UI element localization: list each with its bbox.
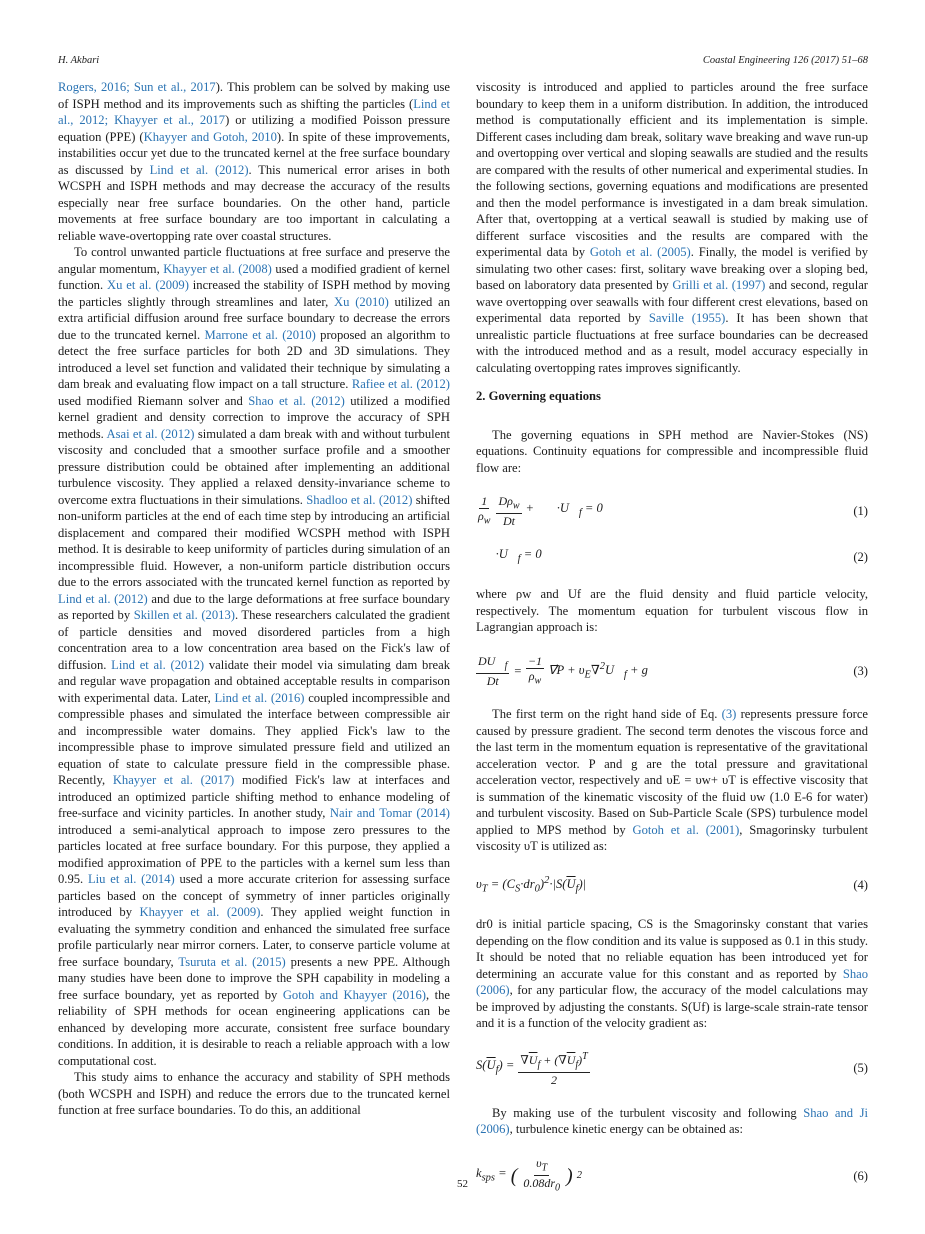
citation-link[interactable]: Liu et al. (2014) [87, 872, 175, 886]
citation-link[interactable]: Gotoh et al. (2001) [632, 822, 740, 837]
citation-link[interactable]: Khayyer and Gotoh, 2010 [143, 129, 277, 144]
paragraph [476, 79, 868, 376]
text-run: . These researchers calculated the gradient of particle densities and moved disordered particles from a high concentration area to a low concentration area based on the Fick's law of diffusion. [58, 608, 450, 672]
equation-number: (5) [853, 1060, 868, 1075]
paragraph [476, 706, 868, 855]
text-run: and second, regular wave overtopping over seawalls with four different crest elevations, based on experimental data reported by [476, 278, 868, 325]
citation-link[interactable]: Nair and Tomar (2014) [329, 806, 451, 820]
citation-link[interactable]: Rafiee et al. (2012) [351, 377, 450, 391]
equation-number: (2) [853, 550, 868, 565]
equation-number: (4) [853, 878, 868, 893]
text-run: To control unwanted particle fluctuations at free surface and preserve the angular momentum, [58, 245, 450, 276]
text-run: increased the stability of ISPH method by moving the particles slightly through streamlines and later, [58, 278, 450, 309]
paragraph [476, 427, 868, 477]
equation-6: $k_{sps}$ = ( $\frac{\upsilon_T}{0.08dr_0}$ ) 2 (6) [476, 1155, 868, 1194]
citation-link[interactable]: Xu et al. (2009) [107, 278, 189, 292]
text-run: This study aims to enhance the accuracy and stability of SPH methods (both WCSPH and ISPH) and reduce the errors due to the truncated kernel function at free surface boundaries. To do this, an additional [58, 1070, 450, 1117]
paragraph [476, 916, 868, 1032]
text-run: viscosity is introduced and applied to particles around the free surface boundary to keep them in a uniform distribution. In addition, the introduced method is computationally efficient and its implementation is simple. Different cases including dam break, solitary wave breaking and wave run-up and overtopping over vertical and sloping seawalls are studied and the results are compared with the results of other numerical and experimental studies. In the following sections, governing equations and modifications are presented and then the model performance is investigated in a dam break simulation. After that, overtopping at a vertical seawall is studied by making use of different surface viscosities and the results are compared with the experimental data by [476, 80, 868, 259]
paragraph [58, 1069, 450, 1119]
equation-3: $\frac{DU⃗_f}{Dt}$ = $\frac{-1}{\rho_w}$ ∇⃗P + $\upsilon_E\nabla^2U⃗_f$ + g⃗ (3) [478, 653, 868, 689]
citation-link[interactable]: Shao (2006) [476, 966, 868, 997]
text-run: . This numerical error arises in both WCSPH and ISPH methods and may decrease the accuracy of the results especially near free surface boundaries. On the other hand, particle movements at free surface boundary are too important in calculating a reliable wave-overtopping rate over coastal structures. [58, 162, 450, 243]
text-run: modified Fick's law at interfaces and introduced an optimized particle shifting method to enhance modeling of free-surface and vicinity particles. In another study, [58, 773, 450, 820]
equation-2: $\nabla⃗\cdot U⃗_f = 0$ (2) [476, 547, 868, 565]
citation-link[interactable]: Xu (2010) [334, 294, 389, 309]
citation-link[interactable]: Shadloo et al. (2012) [306, 492, 413, 507]
paragraph [58, 244, 450, 1069]
citation-link[interactable]: Rogers, 2016; Sun et al., 2017 [58, 80, 216, 94]
text-run: simulated a dam break with and without turbulent viscosity and concluded that a smoother surface profile and a smoother pressure distribution could be obtained after implementing an additional turbulence viscosity. They applied a relaxed density-invariance scheme to overcome extra fluctuations in their simulations. [58, 426, 451, 507]
citation-link[interactable]: Grilli et al. (1997) [672, 278, 766, 292]
page-number: 52 [457, 1178, 468, 1190]
text-run: The first term on the right hand side of Eq. [492, 707, 722, 722]
text-run: dr0 is initial particle spacing, CS is the Smagorinsky constant that varies depending on the flow condition and its value is supposed as 0.1 in this study. It should be noted that no reliable equation has been introduced yet for determining an accurate value for this constant and as reported by [476, 917, 868, 981]
text-run: shifted non-uniform particles at the end of each time step by introducing an artificial displacement and compared their modified WCSPH method with ISPH method. It is desirable to keep uniformity of particles during simulation of an incompressible fluid. However, a non-uniform particle distribution occurs due to the errors associated with the truncated kernel function as reported by [58, 492, 450, 589]
text-run: validate their model via simulating dam break and regular wave propagation and obtained acceptable results in comparison with experimental data. Later, [58, 657, 450, 705]
text-run: , for any particular flow, the accuracy of the model calculations may be improved by adjusting the constants. S(Uf) is large-scale strain-rate tensor and it is a function of the velocity gradient as: [476, 983, 868, 1030]
text-run: used a more accurate criterion for assessing surface particles based on the concept of symmetry of inner particles originally introduced by [58, 872, 450, 919]
equation-5: $S(\overline{U}_f)$ = $\frac{\nabla\overline{U}_f + (\nabla\overline{U}_f)^T}{2}$ (5) [476, 1050, 868, 1087]
text-run: , the reliability of SPH methods for ocean engineering applications can be enhanced by developing more accurate, consistent free surface boundary conditions. In addition, it is desirable to reach a reliable approach with a low computational cost. [58, 987, 450, 1068]
citation-link[interactable]: (3) [721, 707, 737, 722]
equation-4: $\upsilon_T = (C_S\cdot dr_0)^2\cdot|S(\overline{U}_f)|$ (4) [476, 874, 868, 895]
text-run: used modified Riemann solver and [58, 393, 249, 408]
text-run: . Finally, the model is verified by simulating two other cases: first, solitary wave breaking over a sloping bed, based on laboratory data presented by [476, 245, 868, 292]
citation-link[interactable]: Lind et al. (2016) [214, 690, 305, 705]
running-head-journal: Coastal Engineering 126 (2017) 51–68 [702, 55, 868, 66]
running-head-author: H. Akbari [58, 55, 100, 66]
equation-number: (3) [853, 663, 868, 678]
section-heading: 2. Governing equations [476, 389, 601, 403]
text-run: ) or utilizing a modified Poisson pressure equation (PPE) ( [58, 113, 450, 144]
text-run: , turbulence kinetic energy can be obtained as: [509, 1122, 743, 1137]
text-run: , Smagorinsky turbulent viscosity υT is utilized as: [476, 822, 868, 854]
equation-number: (1) [853, 503, 868, 518]
paragraph [58, 79, 450, 244]
citation-link[interactable]: Gotoh and Khayyer (2016) [282, 987, 426, 1002]
citation-link[interactable]: Khayyer et al. (2009) [139, 905, 261, 919]
citation-link[interactable]: Lind et al. (2012) [111, 657, 205, 672]
citation-link[interactable]: Saville (1955) [648, 311, 726, 325]
citation-link[interactable]: Khayyer et al. (2017) [112, 773, 235, 787]
text-run: proposed an algorithm to detect the free surface particles for both 2D and 3D simulations. They introduced a level set function and validated their technique by simulating a dam break and evaluating flow impact on a tall structure. [58, 327, 450, 391]
text-run: . It has been shown that unrealistic particle fluctuations at free surface boundaries can be decreased with the introduced method and as a result, model accuracy especially in calculating overtopping rates improves significantly. [476, 311, 869, 375]
text-run: By making use of the turbulent viscosity and following [492, 1105, 804, 1120]
text-run: ). This problem can be solved by making use of ISPH method and its improvements such as shifting the particles ( [58, 80, 451, 111]
citation-link[interactable]: Shao et al. (2012) [248, 393, 345, 408]
citation-link[interactable]: Khayyer et al. (2008) [163, 261, 272, 276]
text-run: presents a new PPE. Although many studies have been done to improve the SPH capability in modeling a free surface boundary, yet as reported by [58, 954, 451, 1002]
text-run: utilized an extra artificial diffusion around free surface boundary to decrease the errors due to the truncated kernel. [58, 294, 450, 342]
text-run: . They applied weight function in evaluating the symmetry condition and enhanced the simulated free surface profile particularly near mirror corners. Later, to conserve particle volume at free surface boundary, [58, 905, 450, 969]
text-run: and due to the large deformations at free surface boundary as reported by [58, 591, 450, 622]
citation-link[interactable]: Shao and Ji (2006) [476, 1105, 868, 1137]
citation-link[interactable]: Skillen et al. (2013) [133, 608, 235, 622]
equation-1: $\frac{1}{\rho_w}$ $\frac{D\rho_w}{Dt}$ + $\nabla⃗\cdot U⃗_f = 0$ (1) [478, 494, 868, 529]
citation-link[interactable]: Asai et al. (2012) [106, 426, 195, 441]
text-run: where ρw and Uf are the fluid density and fluid particle velocity, respectively. The momentum equation for turbulent viscous flow in Lagrangian approach is: [476, 587, 868, 635]
text-run: represents pressure force caused by pressure gradient. The second term denotes the viscous force and the last term in the momentum equation is representative of the gravitational acceleration vector. P and g are the total pressure and gravitational acceleration vector, respectively and υE = υw+ υT is effective viscosity that is summation of the kinematic viscosity of the fluid υw (1.0 E-6 for water) and turbulent viscosity. Based on Sub-Particle Scale (SPS) turbulence model applied to MPS method by [476, 707, 869, 837]
right-column [476, 79, 868, 1214]
citation-link[interactable]: Lind et al., 2012; Khayyer et al., 2017 [58, 96, 451, 127]
citation-link[interactable]: Gotoh et al. (2005) [589, 245, 691, 259]
text-run: used a modified gradient of kernel function. [58, 261, 450, 292]
text-run: The governing equations in SPH method are Navier-Stokes (NS) equations. Continuity equations for compressible and incompressible fluid flow are: [476, 427, 868, 475]
left-column [58, 79, 450, 1119]
text-run: introduced a semi-analytical approach to impose zero pressures to the particles located at free surface boundary. For this purpose, they applied a modified approximation of PPE to the particles with a kernel sum less than 0.95. [58, 822, 450, 886]
paragraph [476, 586, 868, 636]
paragraph [476, 1105, 868, 1138]
citation-link[interactable]: Lind et al. (2012) [58, 591, 148, 606]
text-run: utilized a modified kernel gradient and density correction to improve the accuracy of SPH methods. [58, 393, 450, 441]
text-run: ). In spite of these improvements, instabilities occur yet due to the truncated kernel at the free surface boundary as discussed by [58, 129, 450, 177]
citation-link[interactable]: Lind et al. (2012) [149, 162, 249, 177]
equation-number: (6) [853, 1168, 868, 1183]
citation-link[interactable]: Tsuruta et al. (2015) [178, 954, 286, 969]
citation-link[interactable]: Marrone et al. (2010) [204, 327, 316, 342]
text-run: coupled incompressible and compressible phases and simulated the interface between compressible air and incompressible water domains. They applied Fick's law to the incompressible phase to improve simulated pressure field and utilized an equation of state to calculate pressure field in the compressible phase. Recently, [58, 690, 450, 787]
